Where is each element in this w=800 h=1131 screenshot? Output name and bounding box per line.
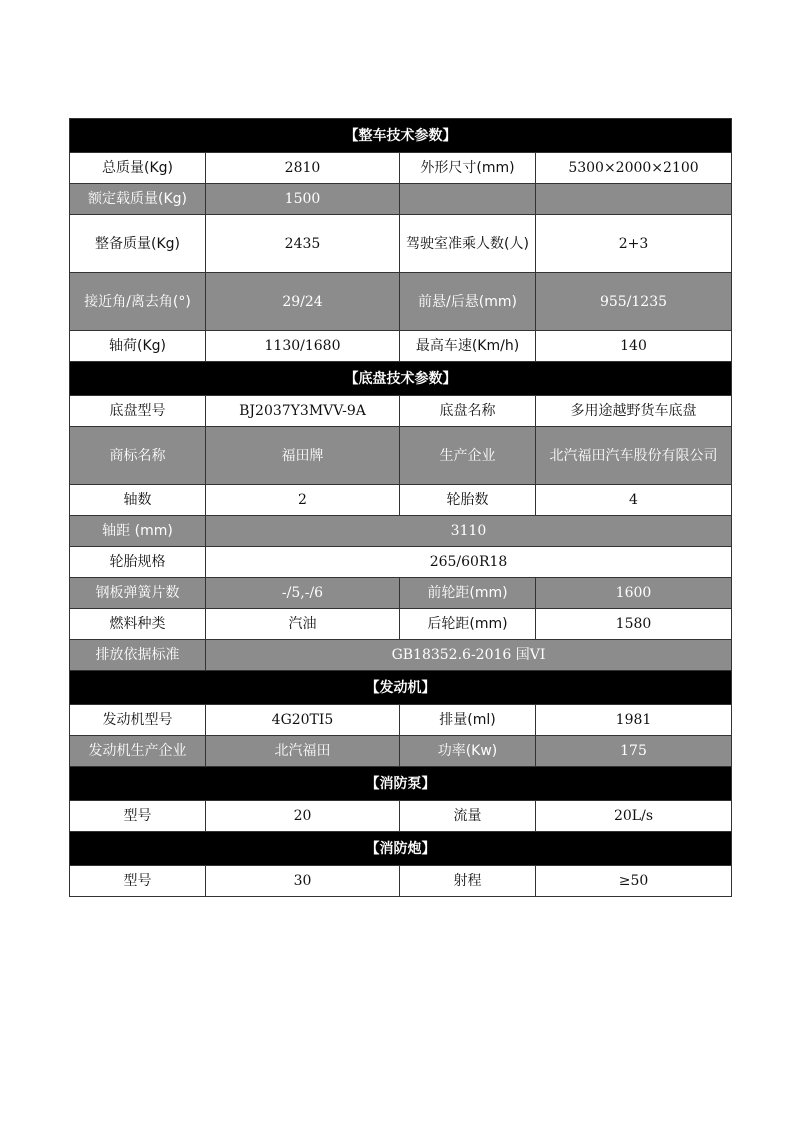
- table-row: [70, 184, 732, 215]
- springs-label: 钢板弹簧片数: [70, 578, 206, 609]
- fuel-value: 汽油: [206, 609, 400, 640]
- tires-count-value: 4: [536, 485, 732, 516]
- axle-load-value: 1130/1680: [206, 331, 400, 362]
- monitor-model-value: 30: [206, 866, 400, 897]
- table-row: [70, 273, 732, 331]
- top-speed-label: 最高车速(Km/h): [400, 331, 536, 362]
- table-row: [70, 736, 732, 767]
- front-track-value: 1600: [536, 578, 732, 609]
- springs-value: -/5,-/6: [206, 578, 400, 609]
- section-chassis-row: [70, 362, 732, 396]
- monitor-range-value: ≥50: [536, 866, 732, 897]
- wheelbase-label: 轴距 (mm): [70, 516, 206, 547]
- pump-flow-label: 流量: [400, 801, 536, 832]
- dims-value: 5300×2000×2100: [536, 153, 732, 184]
- table-row: [70, 705, 732, 736]
- axle-load-label: 轴荷(Kg): [70, 331, 206, 362]
- section-engine-title: 【发动机】: [70, 671, 732, 705]
- overhang-value: 955/1235: [536, 273, 732, 331]
- brand-label: 商标名称: [70, 427, 206, 485]
- section-vehicle-title: 【整车技术参数】: [70, 119, 732, 153]
- power-label: 功率(Kw): [400, 736, 536, 767]
- pump-model-value: 20: [206, 801, 400, 832]
- cab-seats-value: 2+3: [536, 215, 732, 273]
- angles-value: 29/24: [206, 273, 400, 331]
- table-row: [70, 609, 732, 640]
- table-row: [70, 215, 732, 273]
- table-row: [70, 801, 732, 832]
- angles-label: 接近角/离去角(°): [70, 273, 206, 331]
- tire-spec-label: 轮胎规格: [70, 547, 206, 578]
- axles-label: 轴数: [70, 485, 206, 516]
- section-pump-title: 【消防泵】: [70, 767, 732, 801]
- axles-value: 2: [206, 485, 400, 516]
- pump-flow-value: 20L/s: [536, 801, 732, 832]
- table-row: [70, 427, 732, 485]
- dims-label: 外形尺寸(mm): [400, 153, 536, 184]
- fuel-label: 燃料种类: [70, 609, 206, 640]
- table-row: [70, 485, 732, 516]
- engine-model-value: 4G20TI5: [206, 705, 400, 736]
- cab-seats-label: 驾驶室准乘人数(人): [400, 215, 536, 273]
- section-monitor-title: 【消防炮】: [70, 832, 732, 866]
- section-pump-row: [70, 767, 732, 801]
- rear-track-value: 1580: [536, 609, 732, 640]
- displacement-value: 1981: [536, 705, 732, 736]
- spec-table: [69, 118, 732, 897]
- table-row: [70, 153, 732, 184]
- section-chassis-title: 【底盘技术参数】: [70, 362, 732, 396]
- curb-mass-value: 2435: [206, 215, 400, 273]
- table-row: [70, 866, 732, 897]
- rated-load-label: 额定载质量(Kg): [70, 184, 206, 215]
- emission-label: 排放依据标准: [70, 640, 206, 671]
- total-mass-label: 总质量(Kg): [70, 153, 206, 184]
- engine-maker-label: 发动机生产企业: [70, 736, 206, 767]
- maker-value: 北汽福田汽车股份有限公司: [536, 427, 732, 485]
- section-vehicle-row: [70, 119, 732, 153]
- table-row: [70, 547, 732, 578]
- curb-mass-label: 整备质量(Kg): [70, 215, 206, 273]
- overhang-label: 前悬/后悬(mm): [400, 273, 536, 331]
- chassis-model-label: 底盘型号: [70, 396, 206, 427]
- tire-spec-value: 265/60R18: [206, 547, 732, 578]
- chassis-name-value: 多用途越野货车底盘: [536, 396, 732, 427]
- section-monitor-row: [70, 832, 732, 866]
- table-row: [70, 396, 732, 427]
- chassis-model-value: BJ2037Y3MVV-9A: [206, 396, 400, 427]
- table-row: [70, 331, 732, 362]
- emission-value: GB18352.6-2016 国VI: [206, 640, 732, 671]
- rear-track-label: 后轮距(mm): [400, 609, 536, 640]
- maker-label: 生产企业: [400, 427, 536, 485]
- top-speed-value: 140: [536, 331, 732, 362]
- empty-cell: [536, 184, 732, 215]
- table-row: [70, 640, 732, 671]
- monitor-range-label: 射程: [400, 866, 536, 897]
- table-row: [70, 516, 732, 547]
- wheelbase-value: 3110: [206, 516, 732, 547]
- table-row: [70, 578, 732, 609]
- engine-model-label: 发动机型号: [70, 705, 206, 736]
- brand-value: 福田牌: [206, 427, 400, 485]
- empty-cell: [400, 184, 536, 215]
- engine-maker-value: 北汽福田: [206, 736, 400, 767]
- pump-model-label: 型号: [70, 801, 206, 832]
- chassis-name-label: 底盘名称: [400, 396, 536, 427]
- monitor-model-label: 型号: [70, 866, 206, 897]
- displacement-label: 排量(ml): [400, 705, 536, 736]
- front-track-label: 前轮距(mm): [400, 578, 536, 609]
- rated-load-value: 1500: [206, 184, 400, 215]
- power-value: 175: [536, 736, 732, 767]
- tires-count-label: 轮胎数: [400, 485, 536, 516]
- total-mass-value: 2810: [206, 153, 400, 184]
- section-engine-row: [70, 671, 732, 705]
